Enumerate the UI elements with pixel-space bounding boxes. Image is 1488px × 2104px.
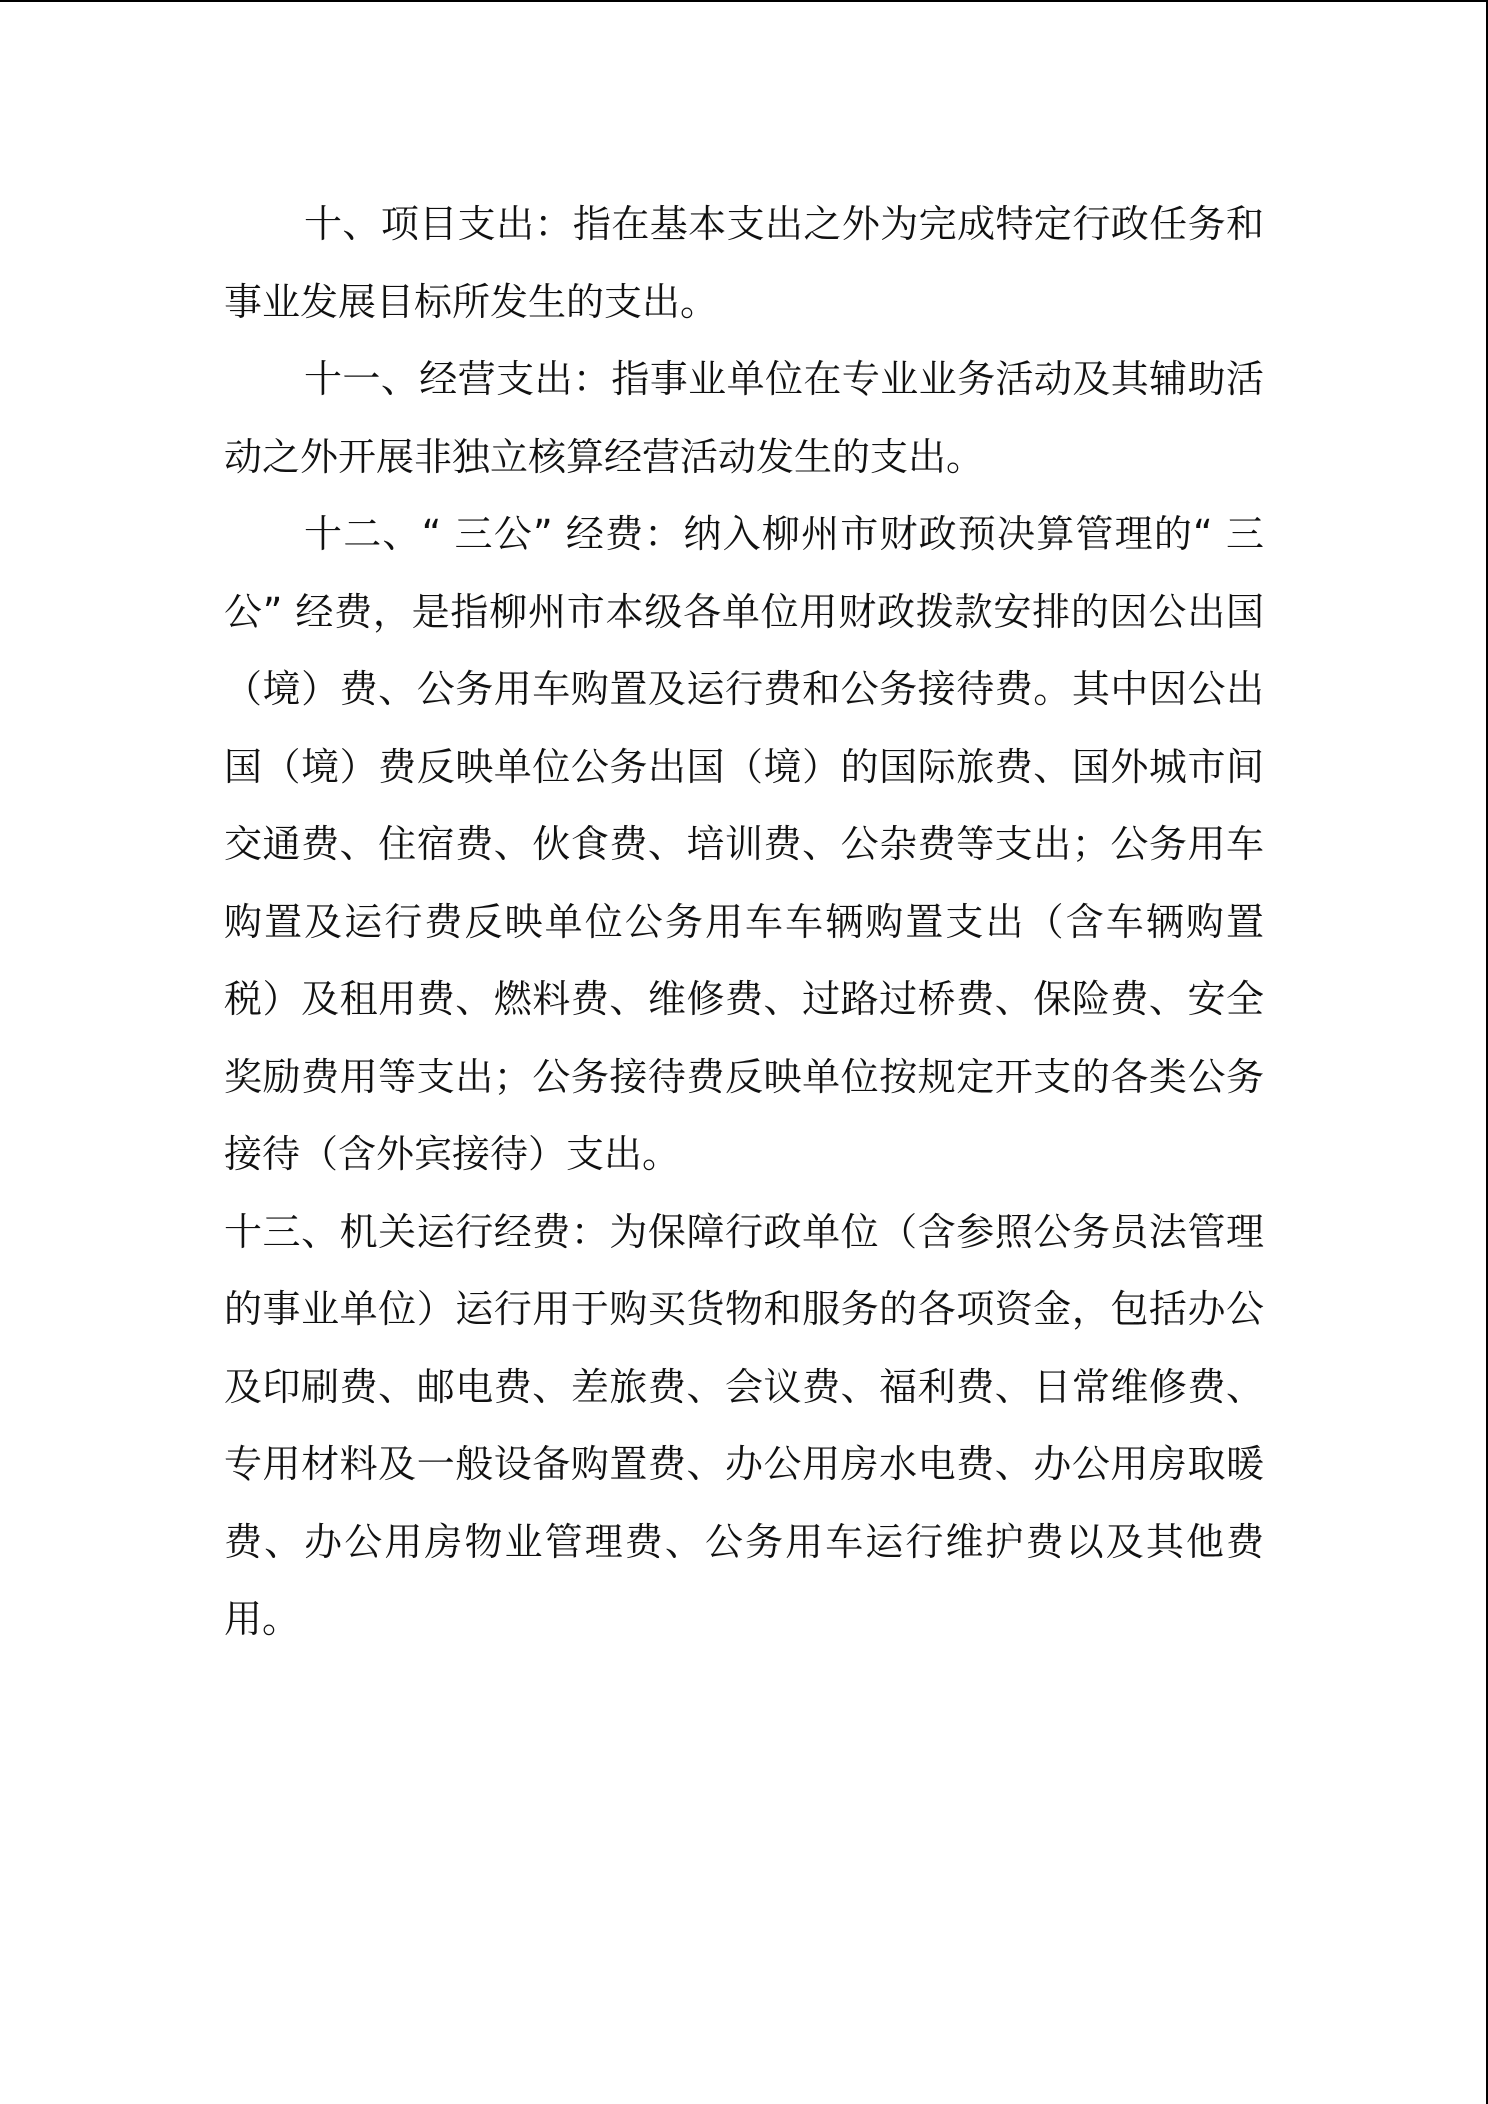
paragraph-operating-expenditure: 十一、经营支出：指事业单位在专业业务活动及其辅助活动之外开展非独立核算经营活动发生的支出。 (224, 357, 1264, 479)
document-body (224, 186, 1264, 1659)
paragraph-project-expenditure: 十、项目支出：指在基本支出之外为完成特定行政任务和事业发展目标所发生的支出。 (224, 202, 1264, 324)
paragraph-three-public-expenses: 十二、“ 三公” 经费：纳入柳州市财政预决算管理的“ 三公” 经费，是指柳州市本级各单位用财政拨款安排的因公出国（境）费、公务用车购置及运行费和公务接待费。其中因公出国（境）费反映单位公务出国（境）的国际旅费、国外城市间交通费、住宿费、伙食费、培训费、公杂费等支出；公务用车购置及运行费反映单位公务用车车辆购置支出（含车辆购置税）及租用费、燃料费、维修费、过路过桥费、保险费、安全奖励费用等支出；公务接待费反映单位按规定开支的各类公务接待（含外宾接待）支出。 (224, 512, 1264, 1176)
paragraph-agency-operating-expenses: 十三、机关运行经费：为保障行政单位（含参照公务员法管理的事业单位）运行用于购买货物和服务的各项资金，包括办公及印刷费、邮电费、差旅费、会议费、福利费、日常维修费、专用材料及一般设备购置费、办公用房水电费、办公用房取暖费、办公用房物业管理费、公务用车运行维护费以及其他费用。 (224, 1209, 1264, 1641)
